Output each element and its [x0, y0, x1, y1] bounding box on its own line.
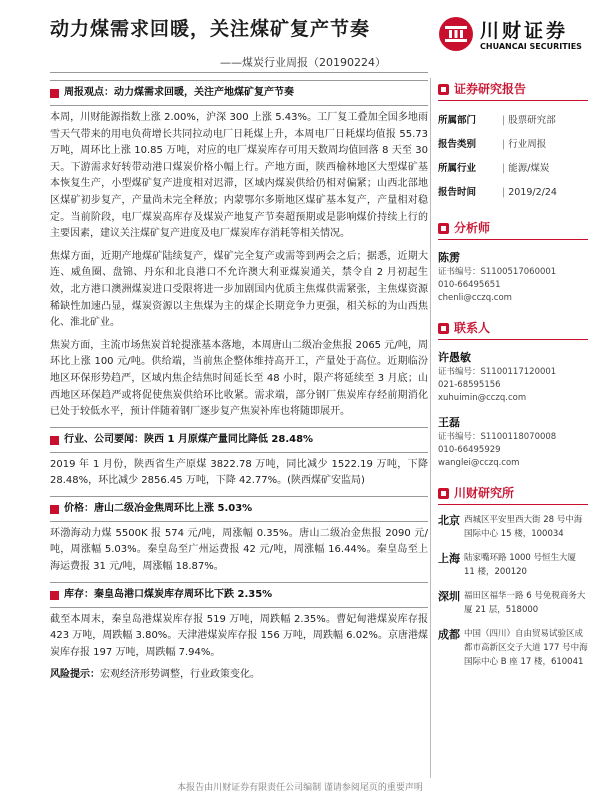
contact-email: wanglei@cczq.com — [438, 458, 520, 468]
logo-english-name: CHUANCAI SECURITIES — [480, 42, 582, 51]
report-info-heading: 证券研究报告 — [438, 80, 588, 98]
main-content — [50, 80, 428, 684]
sidebar-rule — [438, 100, 588, 101]
inventory-paragraph: 截至本周末，秦皇岛港煤炭库存报 519 万吨，周跌幅 2.35%。曹妃甸港煤炭库存报 423 万吨，周跌幅 3.80%。天津港煤炭库存报 156 万吨，周跌幅 6.02%。京唐港煤炭库存报 197 万吨，周跌幅 7.94%。 — [50, 613, 428, 658]
price-heading: 价格：唐山二级冶金焦周环比上涨 5.03% — [50, 496, 428, 522]
square-bullet-icon — [50, 89, 59, 98]
summary-paragraph: 本周，川财能源指数上涨 2.00%，沪深 300 上涨 5.43%。工厂复工叠加全国多地雨雪天气带来的用电负荷增长共同拉动电厂日耗煤上升，本周电厂日耗煤均值报 55.73 万吨，周环比上涨 10.85 万吨，对应的电厂煤炭库存可用天数周均值回落 8 天至 30 天。下游需求好转带动港口煤炭价格小幅上行。产地方面，陕西榆林地区大型煤矿基本恢复生产，小型煤矿复产进度相对迟滞，区域内煤炭供给仍相对偏紧；山西北部地区煤矿初步复产，产量尚未完全释放；内蒙鄂尔多斯地区煤矿基本复产，产量相对稳定。当前阶段，电厂煤炭高库存及煤炭产地复产节奏超预期或是影响煤价持续上行的主要因素，建议关注煤矿复产进度及电厂煤炭库存消耗等相关情况。 — [50, 112, 428, 240]
contact-phone: 010-66495929 — [438, 445, 501, 455]
contact-email: xuhuimin@cczq.com — [438, 393, 527, 403]
inventory-heading: 库存：秦皇岛港口煤炭库存周环比下跌 2.35% — [50, 582, 428, 608]
contact-name: 王磊 — [438, 416, 460, 429]
analyst-cert: 证书编号：S1100517060001 — [438, 267, 557, 277]
contact-card — [438, 415, 588, 470]
summary-heading: 周报观点：动力煤需求回暖，关注产地煤矿复产节奏 — [50, 80, 428, 106]
contact-heading: 联系人 — [438, 319, 588, 337]
price-paragraph: 环渤海动力煤 5500K 报 574 元/吨，周涨幅 0.35%。唐山二级冶金焦报 2090 元/吨，周涨幅 5.03%。秦皇岛至广州运费报 42 元/吨，周涨幅 16.44%。秦皇岛至上海运费报 31 元/吨，周涨幅 18.87%。 — [50, 527, 428, 573]
analyst-icon — [438, 223, 449, 234]
office-chengdu: 成都 中国（四川）自由贸易试验区成都市高新区交子大道 177 号中海国际中心 B 座 17 楼，610041 — [438, 628, 588, 667]
contact-icon — [438, 323, 449, 334]
institute-heading: 川财研究所 — [438, 484, 588, 502]
contact-card — [438, 350, 588, 405]
coke-paragraph: 焦炭方面，主流市场焦炭首轮提涨基本落地，本周唐山二级冶金焦报 2065 元/吨，周环比上涨 100 元/吨。供给端，当前焦企整体维持高开工，产量处于高位。近期临汾地区环保形势趋严，区域内焦企结焦时间延长至 48 小时，限产将延续至 3 月底；山西地区环保趋严或将促使焦炭供给环比收紧。需求端，部分钢厂焦炭库存经前期消化已处于较低水平，预计伴随着钢厂逐步复产焦炭补库也将随即展开。 — [50, 339, 428, 418]
analyst-heading: 分析师 — [438, 219, 588, 237]
report-icon — [438, 84, 449, 95]
office-shenzhen: 深圳 福田区福华一路 6 号免税商务大厦 21 层，518000 — [438, 590, 586, 615]
analyst-phone: 010-66495651 — [438, 280, 501, 290]
coking-coal-paragraph: 焦煤方面，近期产地煤矿陆续复产，煤矿完全复产或需等到两会之后；据悉，近期大连、威鱼圈、盘锦、丹东和北良港口不允许澳大利亚煤炭通关，禁令自 2 月初起生效，北方港口澳洲煤炭进口受限将进一步加剧国内优质主焦煤供需紧张，主焦煤资源稀缺性加速凸显，煤炭资源以主焦煤为主的煤企长期竞争力更强，相关标的为山西焦化、淮北矿业。 — [50, 250, 428, 329]
sidebar-rule — [438, 339, 588, 340]
office-beijing: 北京 西城区平安里西大街 28 号中海国际中心 15 楼，100034 — [438, 514, 583, 539]
contact-phone: 021-68595156 — [438, 380, 501, 390]
risk-warning — [50, 667, 428, 684]
contact-name: 许愚敏 — [438, 351, 471, 364]
contact-cert: 证书编号：S1100117120001 — [438, 367, 557, 377]
logo-chinese-name: 川财证券 — [480, 20, 569, 42]
sidebar-rule — [438, 239, 588, 240]
meta-department: 所属部门 | 股票研究部 — [438, 109, 588, 133]
analyst-name: 陈雳 — [438, 251, 460, 264]
contact-cert: 证书编号：S1100118070008 — [438, 432, 557, 442]
square-bullet-icon — [50, 591, 59, 600]
company-logo — [438, 14, 588, 56]
industry-paragraph: 2019 年 1 月份，陕西省生产原煤 3822.78 万吨，同比减少 1522.19 万吨，下降 28.48%，环比减少 2856.45 万吨，下降 42.77%。(陕西煤矿安监局) — [50, 458, 428, 487]
industry-heading: 行业、公司要闻：陕西 1 月原煤产量同比降低 28.48% — [50, 427, 428, 453]
chuancai-logo-icon — [438, 16, 474, 52]
meta-report-date: 报告时间 | 2019/2/24 — [438, 181, 588, 205]
office-shanghai: 上海 陆家嘴环路 1000 号恒生大厦 11 楼，200120 — [438, 552, 577, 577]
sidebar-rule — [438, 504, 588, 505]
meta-report-type: 报告类别 | 行业周报 — [438, 133, 588, 157]
analyst-email: chenli@cczq.com — [438, 293, 512, 303]
risk-label: 风险提示： — [50, 669, 100, 681]
risk-text: 宏观经济形势调整，行业政策变化。 — [100, 669, 260, 681]
square-bullet-icon — [50, 436, 59, 445]
sidebar — [438, 80, 588, 679]
square-bullet-icon — [50, 505, 59, 514]
meta-industry: 所属行业 | 能源/煤炭 — [438, 157, 588, 181]
report-subtitle: ——煤炭行业周报（20190224） — [220, 56, 386, 69]
column-divider — [430, 78, 431, 778]
analyst-card — [438, 250, 588, 305]
institute-icon — [438, 488, 449, 499]
header-divider — [50, 72, 428, 73]
report-title: 动力煤需求回暖，关注煤矿复产节奏 — [50, 18, 371, 40]
footer-disclaimer: 本报告由川财证券有限责任公司编制 谨请参阅尾页的重要声明 — [177, 783, 423, 793]
